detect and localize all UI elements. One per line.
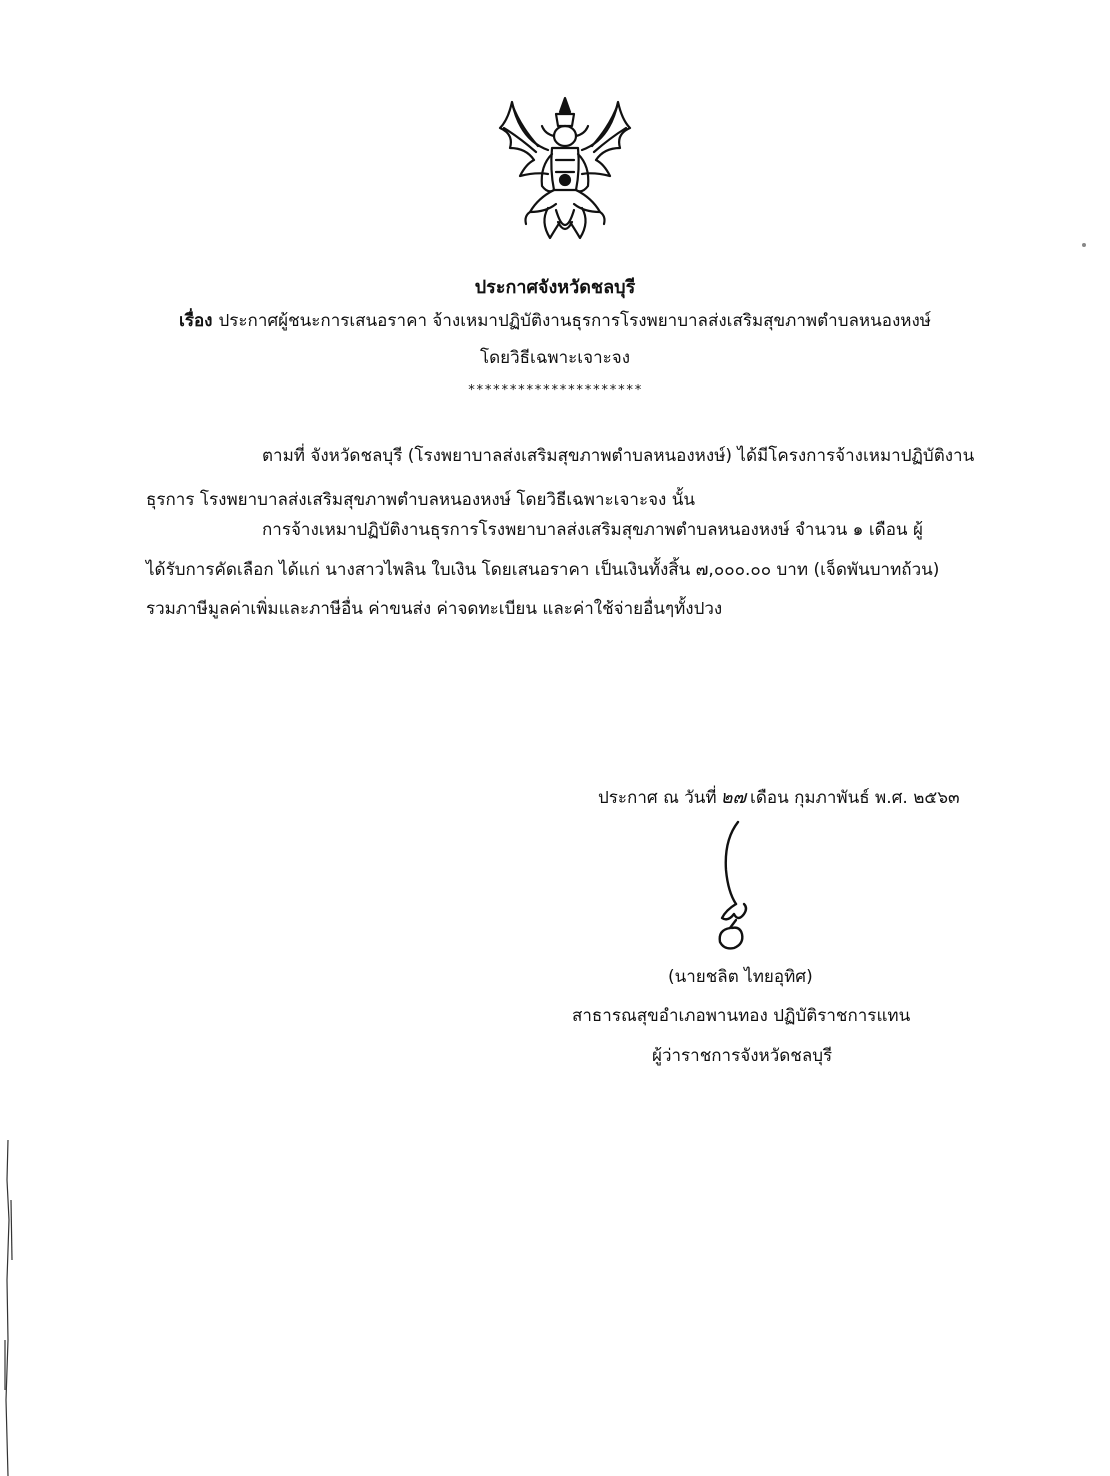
handwritten-day: ๒๗ (720, 787, 747, 808)
paragraph1-line2: ธุรการ โรงพยาบาลส่งเสริมสุขภาพตำบลหนองหงษ์ โดยวิธีเฉพาะเจาะจง นั้น (146, 490, 695, 510)
scan-dot (1082, 243, 1086, 247)
signer-name: (นายชลิต ไทยอุทิศ) (668, 967, 813, 987)
handwritten-signature-icon (696, 818, 766, 953)
garuda-emblem-icon (490, 90, 640, 250)
document-title: ประกาศจังหวัดชลบุรี (474, 277, 636, 298)
paragraph2-line3: รวมภาษีมูลค่าเพิ่มและภาษีอื่น ค่าขนส่ง ค่าจดทะเบียน และค่าใช้จ่ายอื่นๆทั้งปวง (146, 599, 723, 619)
announcement-date (598, 782, 960, 811)
signer-role: ผู้ว่าราชการจังหวัดชลบุรี (652, 1046, 833, 1066)
scan-edge-mark (2, 1140, 16, 1476)
paragraph2-line2: ได้รับการคัดเลือก ได้แก่ นางสาวไพลิน ใบเงิน โดยเสนอราคา เป็นเงินทั้งสิ้น ๗,๐๐๐.๐๐ บาท (เจ็ดพันบาทถ้วน) (146, 560, 940, 580)
signer-title: สาธารณสุขอำเภอพานทอง ปฏิบัติราชการแทน (572, 1006, 911, 1026)
subject-label: เรื่อง (179, 311, 213, 331)
subject-line (0, 307, 1110, 334)
announcement-prefix: ประกาศ ณ วันที่ (598, 788, 717, 808)
subject-text: ประกาศผู้ชนะการเสนอราคา จ้างเหมาปฏิบัติงานธุรการโรงพยาบาลส่งเสริมสุขภาพตำบลหนองหงษ์ (218, 311, 931, 331)
paragraph2-line1: การจ้างเหมาปฏิบัติงานธุรการโรงพยาบาลส่งเสริมสุขภาพตำบลหนองหงษ์ จำนวน ๑ เดือน ผู้ (262, 520, 923, 540)
subject-text-line2: โดยวิธีเฉพาะเจาะจง (479, 348, 631, 368)
announcement-suffix: เดือน กุมภาพันธ์ พ.ศ. ๒๕๖๓ (750, 788, 960, 808)
separator-line: ********************* (467, 383, 643, 398)
paragraph1-line1: ตามที่ จังหวัดชลบุรี (โรงพยาบาลส่งเสริมสุขภาพตำบลหนองหงษ์) ได้มีโครงการจ้างเหมาปฏิบัติงาน (262, 446, 975, 466)
